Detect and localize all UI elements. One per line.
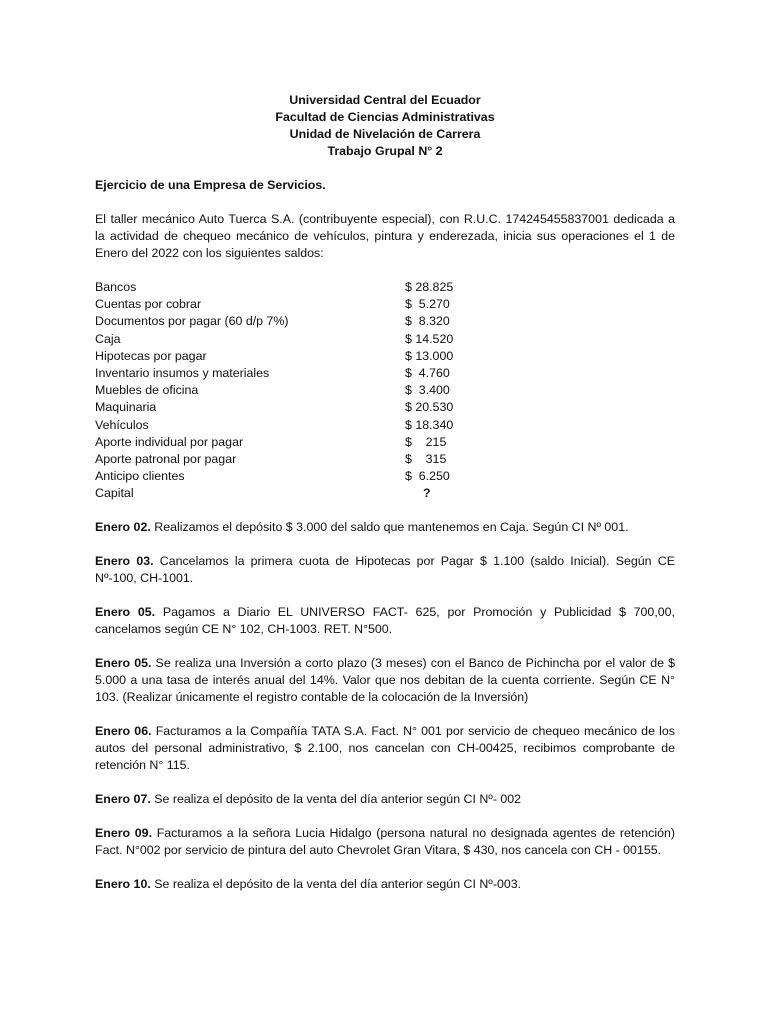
- journal-entry: [95, 723, 675, 774]
- entry-text: Facturamos a la Compañía TATA S.A. Fact. N° 001 por servicio de chequeo mecánico de los autos del personal administrativo, $ 2.100, nos cancelan con CH-00425, recibimos comprobante de retención N° 115.: [95, 724, 675, 773]
- balance-row: [95, 451, 675, 468]
- journal-entry: [95, 791, 675, 808]
- balance-row: [95, 296, 675, 313]
- balance-name: Caja: [95, 331, 121, 346]
- document-page: [95, 92, 675, 893]
- balance-name: Cuentas por cobrar: [95, 297, 202, 312]
- journal-entry: [95, 604, 675, 638]
- balance-value: $ 13.000: [405, 348, 454, 363]
- balance-value: $ 8.320: [405, 314, 450, 329]
- entry-date: Enero 02.: [95, 520, 151, 535]
- balance-name: Inventario insumos y materiales: [95, 365, 270, 380]
- balance-row: [95, 279, 675, 296]
- balance-row: [95, 434, 675, 451]
- balance-value: $ 5.270: [405, 297, 450, 312]
- balance-value: $ 28.825: [405, 280, 454, 294]
- intro-paragraph: El taller mecánico Auto Tuerca S.A. (contribuyente especial), con R.U.C. 174245455837001 dedicada a la actividad de chequeo mecánico de vehículos, pintura y enderezada, inicia sus operaciones el 1 de Enero del 2022 con los siguientes saldos:: [95, 212, 675, 260]
- balance-row: [95, 331, 675, 348]
- journal-entry: [95, 519, 675, 536]
- balances-list: [95, 279, 675, 502]
- balance-row: [95, 313, 675, 330]
- exercise-title: Ejercicio de una Empresa de Servicios.: [95, 178, 326, 192]
- balance-row: [95, 417, 675, 434]
- entry-date: Enero 10.: [95, 877, 151, 892]
- balance-row: [95, 365, 675, 382]
- entry-date: Enero 03.: [95, 554, 154, 569]
- balance-name: Vehículos: [95, 417, 149, 432]
- entry-text: Se realiza el depósito de la venta del día anterior según CI Nº-003.: [150, 877, 522, 892]
- balance-value: $ 14.520: [405, 331, 454, 346]
- balance-name: Documentos por pagar (60 d/p 7%): [95, 314, 289, 329]
- entry-date: Enero 06.: [95, 724, 152, 739]
- journal-entry: [95, 876, 675, 893]
- entry-date: Enero 07.: [95, 792, 151, 807]
- entry-text: Se realiza el depósito de la venta del día anterior según CI Nº- 002: [150, 792, 522, 807]
- balance-value: $ 6.250: [405, 469, 450, 484]
- balance-name: Muebles de oficina: [95, 383, 199, 398]
- entry-date: Enero 05.: [95, 656, 152, 671]
- balance-value: $ 4.760: [405, 365, 450, 380]
- balance-value: $ 18.340: [405, 417, 454, 432]
- balance-value: $ 315: [405, 451, 447, 466]
- balance-value: $ 20.530: [405, 400, 454, 415]
- balance-name: Capital: [95, 486, 134, 501]
- balance-value: ?: [423, 486, 431, 501]
- balance-name: Maquinaria: [95, 400, 157, 415]
- balance-name: Anticipo clientes: [95, 469, 185, 484]
- faculty-name: Facultad de Ciencias Administrativas: [275, 110, 495, 124]
- balance-row: [95, 485, 675, 502]
- entry-text: Facturamos a la señora Lucia Hidalgo (persona natural no designada agentes de retención) Fact. N°002 por servicio de pintura del auto Chevrolet Gran Vitara, $ 430, nos cancela con CH - 00155.: [95, 826, 675, 858]
- university-name: Universidad Central del Ecuador: [289, 93, 481, 107]
- journal-entry: [95, 655, 675, 706]
- document-header: [95, 92, 675, 160]
- assignment-title: Trabajo Grupal N° 2: [327, 144, 443, 158]
- entry-text: Pagamos a Diario EL UNIVERSO FACT- 625, por Promoción y Publicidad $ 700,00, cancelamos según CE N° 102, CH-1003. RET. N°500.: [95, 605, 675, 637]
- balance-row: [95, 399, 675, 416]
- balance-row: [95, 348, 675, 365]
- entry-text: Realizamos el depósito $ 3.000 del saldo que mantenemos en Caja. Según CI Nº 001.: [150, 520, 629, 535]
- balance-name: Aporte patronal por pagar: [95, 451, 237, 466]
- journal-entry: [95, 825, 675, 859]
- journal-entry: [95, 553, 675, 587]
- balance-value: $ 3.400: [405, 383, 450, 398]
- unit-name: Unidad de Nivelación de Carrera: [289, 127, 481, 141]
- balance-name: Aporte individual por pagar: [95, 434, 244, 449]
- balance-name: Hipotecas por pagar: [95, 348, 207, 363]
- entry-text: Cancelamos la primera cuota de Hipotecas por Pagar $ 1.100 (saldo Inicial). Según CE Nº-100, CH-1001.: [95, 554, 675, 586]
- balance-row: [95, 382, 675, 399]
- balance-value: $ 215: [405, 434, 447, 449]
- balance-name: Bancos: [95, 280, 137, 294]
- balance-row: [95, 468, 675, 485]
- entry-date: Enero 09.: [95, 826, 153, 841]
- entry-text: Se realiza una Inversión a corto plazo (3 meses) con el Banco de Pichincha por el valor de $ 5.000 a una tasa de interés anual del 14%. Valor que nos debitan de la cuenta corriente. Según CE N° 103. (Realizar únicamente el registro contable de la colocación de la Inversión): [95, 656, 675, 705]
- entry-date: Enero 05.: [95, 605, 156, 620]
